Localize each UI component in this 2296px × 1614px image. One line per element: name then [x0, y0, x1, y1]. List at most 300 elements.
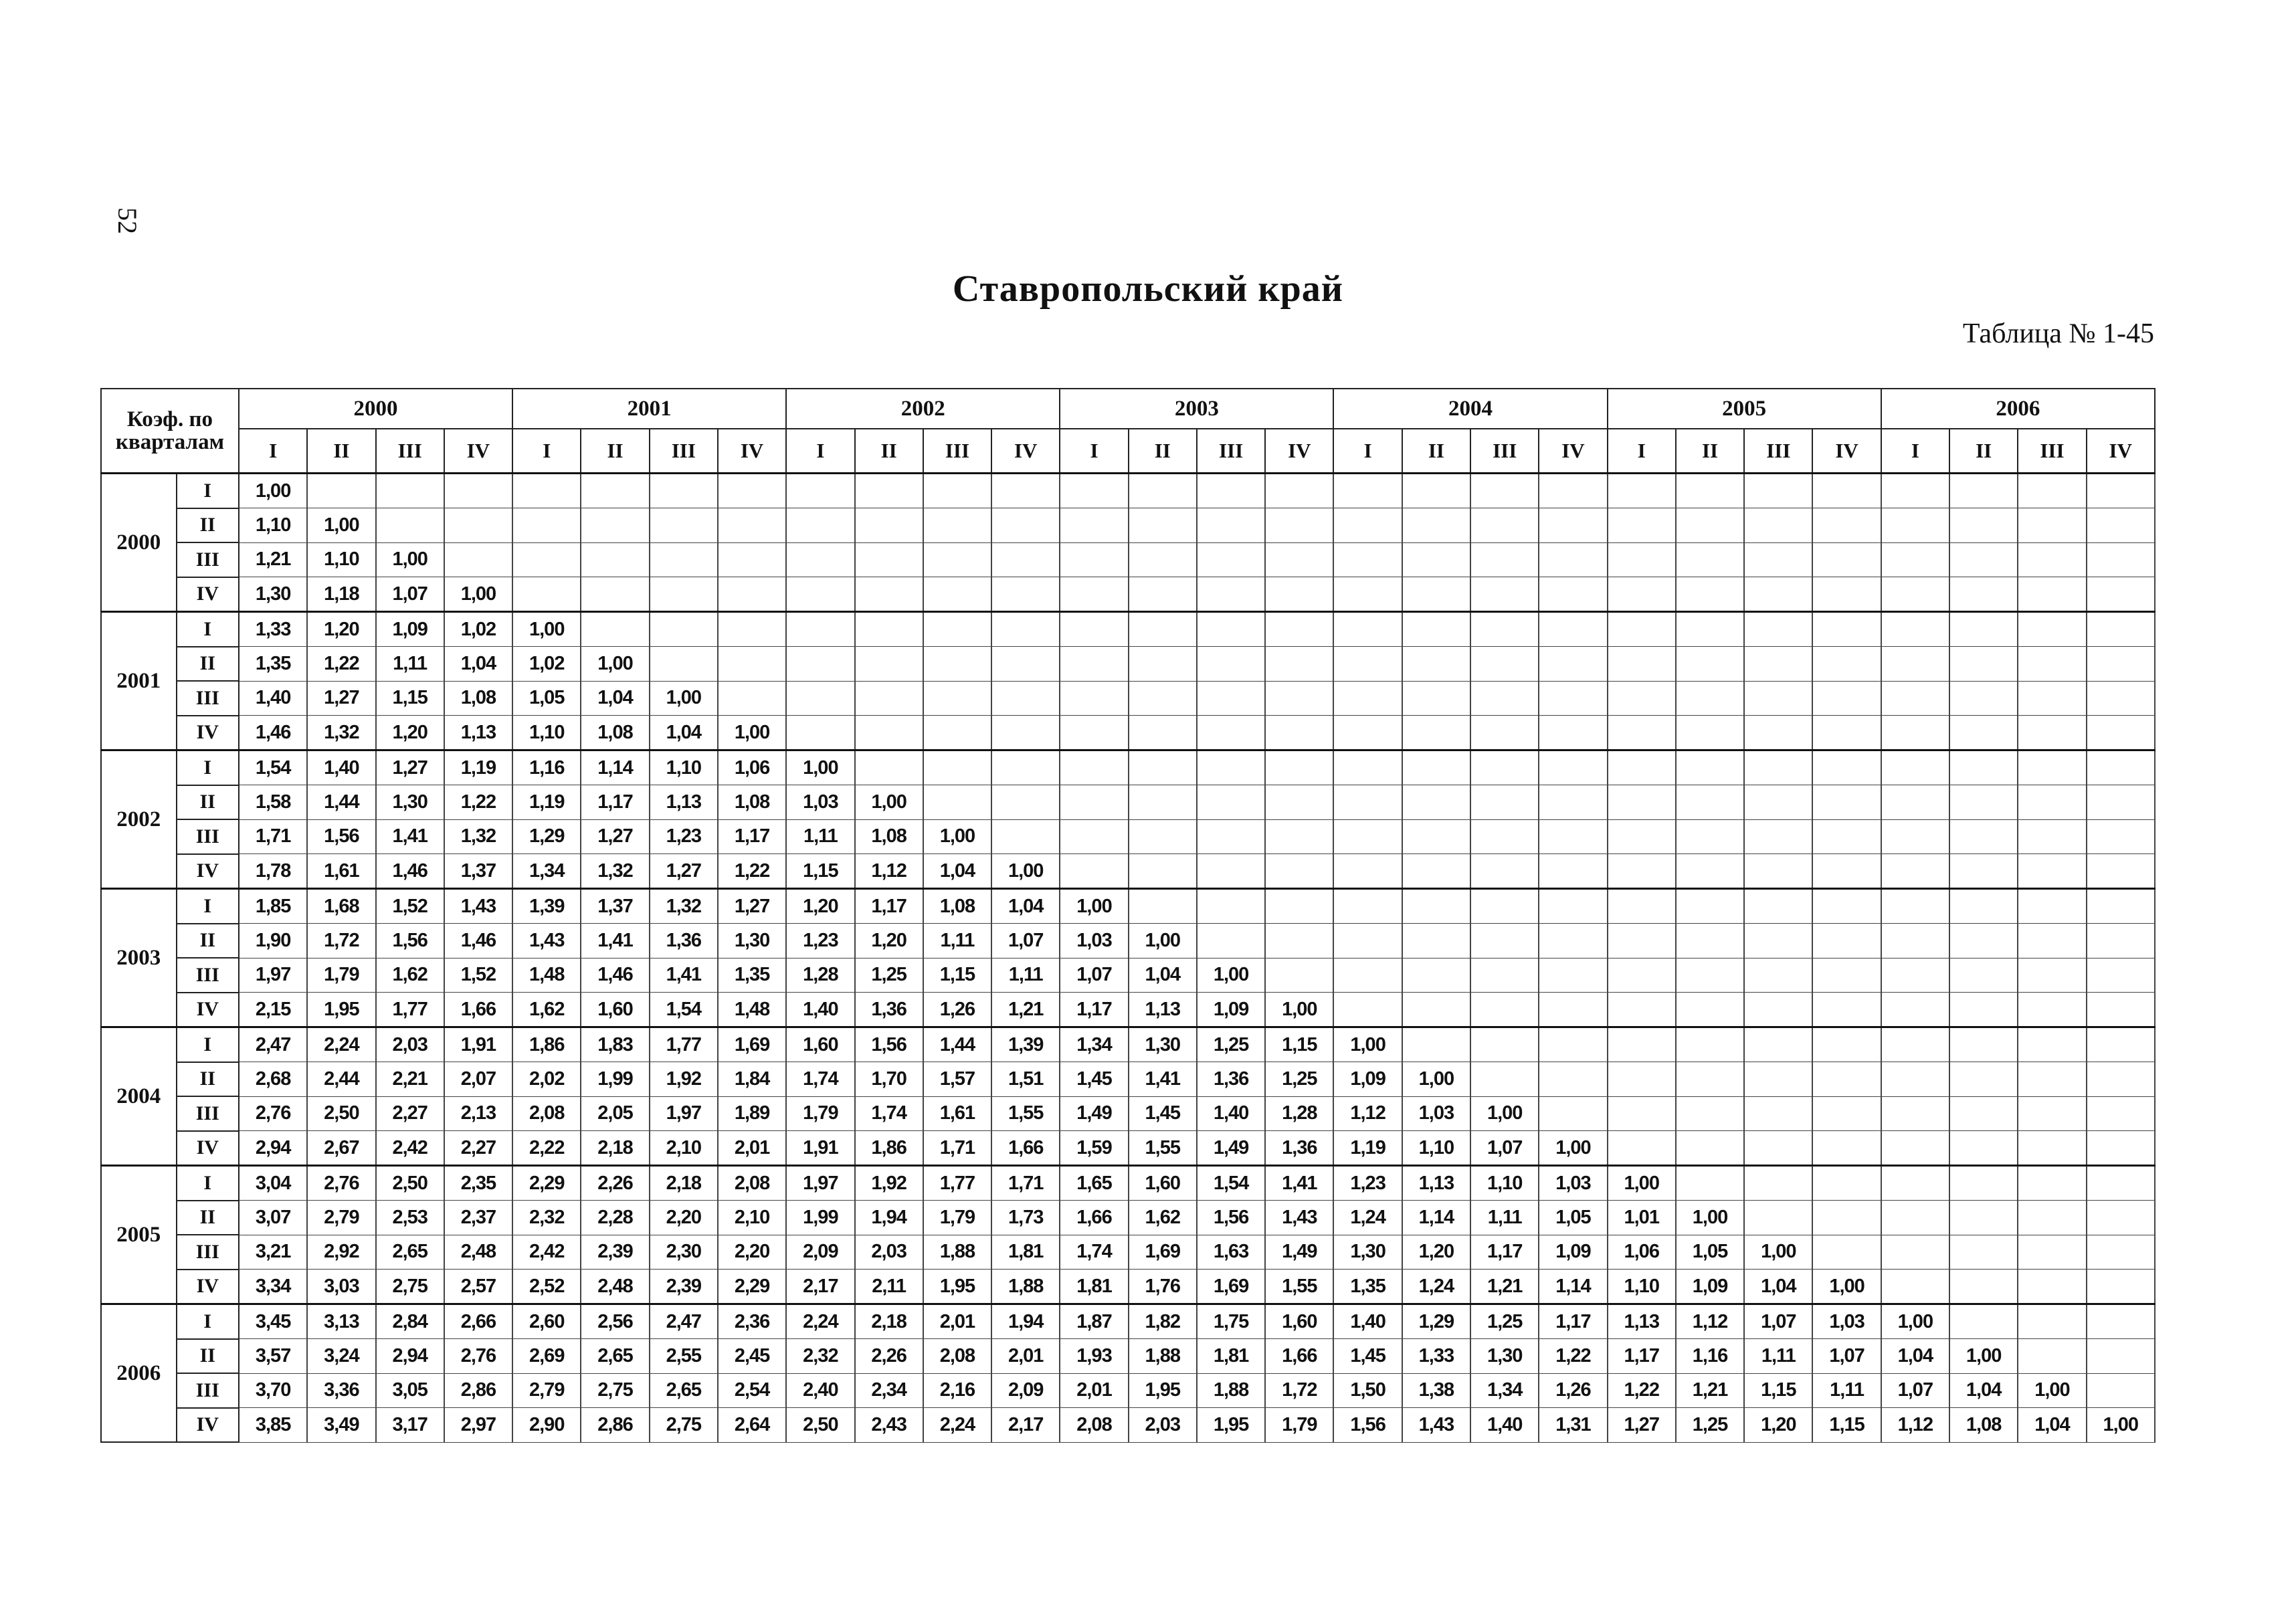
coefficient-cell — [923, 785, 991, 820]
coefficient-cell: 1,15 — [376, 681, 444, 716]
coefficient-cell — [1744, 681, 1812, 716]
coefficient-cell — [2087, 542, 2155, 577]
coefficient-cell: 1,49 — [1265, 1235, 1333, 1270]
coefficient-cell: 1,10 — [1402, 1131, 1470, 1166]
table-row — [101, 1339, 2155, 1374]
coefficient-cell: 1,23 — [650, 819, 718, 854]
coefficient-cell: 1,35 — [239, 647, 307, 682]
coefficient-cell — [2018, 924, 2086, 959]
coefficient-cell — [1676, 924, 1744, 959]
coefficient-cell: 1,43 — [1402, 1408, 1470, 1443]
coefficient-cell: 3,49 — [307, 1408, 375, 1443]
coefficient-cell — [581, 508, 649, 543]
coefficient-cell — [2087, 785, 2155, 820]
coefficient-cell — [1539, 785, 1607, 820]
coefficient-cell — [1470, 1027, 1539, 1062]
coefficient-cell: 1,01 — [1608, 1201, 1676, 1235]
coefficient-cell: 1,30 — [376, 785, 444, 820]
coefficient-cell: 1,40 — [1470, 1408, 1539, 1443]
coefficient-cell — [512, 508, 581, 543]
coefficient-cell: 1,13 — [1402, 1166, 1470, 1201]
coefficient-cell: 1,19 — [512, 785, 581, 820]
coefficient-cell — [1333, 750, 1402, 785]
coefficient-cell: 1,03 — [1060, 924, 1128, 959]
coefficient-cell — [581, 542, 649, 577]
row-quarter-label: IV — [177, 1408, 239, 1443]
coefficient-cell: 2,86 — [444, 1373, 512, 1408]
coefficient-cell: 2,47 — [650, 1304, 718, 1339]
coefficient-cell: 2,24 — [923, 1408, 991, 1443]
coefficient-cell — [1129, 474, 1197, 508]
coefficient-cell: 1,10 — [239, 508, 307, 543]
coefficient-cell: 2,01 — [991, 1339, 1060, 1374]
coefficient-cell: 2,08 — [512, 1096, 581, 1131]
coefficient-cell — [1676, 508, 1744, 543]
coefficient-cell — [786, 612, 854, 647]
column-quarter-header: II — [1676, 429, 1744, 474]
coefficient-cell — [1608, 474, 1676, 508]
coefficient-cell: 1,00 — [1129, 924, 1197, 959]
coefficient-cell: 1,32 — [444, 819, 512, 854]
coefficient-cell — [1470, 924, 1539, 959]
coefficient-cell: 1,10 — [512, 716, 581, 750]
coefficient-cell: 1,92 — [650, 1062, 718, 1097]
coefficient-cell — [1265, 474, 1333, 508]
row-quarter-label: I — [177, 889, 239, 924]
coefficient-cell — [1333, 854, 1402, 889]
coefficient-cell: 1,40 — [307, 750, 375, 785]
coefficient-cell — [376, 474, 444, 508]
coefficient-cell — [1539, 716, 1607, 750]
coefficient-cell: 1,30 — [239, 577, 307, 612]
coefficient-cell: 3,17 — [376, 1408, 444, 1443]
coefficient-cell — [1881, 1270, 1949, 1304]
coefficient-cell: 1,00 — [376, 542, 444, 577]
coefficient-cell — [1470, 819, 1539, 854]
coefficient-cell — [650, 542, 718, 577]
coefficient-cell: 1,90 — [239, 924, 307, 959]
coefficient-cell: 1,07 — [1881, 1373, 1949, 1408]
coefficient-cell: 1,30 — [718, 924, 786, 959]
coefficient-cell: 2,66 — [444, 1304, 512, 1339]
table-row — [101, 647, 2155, 682]
column-quarter-header: III — [376, 429, 444, 474]
coefficient-cell — [2018, 508, 2086, 543]
coefficient-cell: 1,35 — [1333, 1270, 1402, 1304]
coefficient-cell — [1881, 508, 1949, 543]
row-year-label: 2006 — [101, 1304, 177, 1443]
coefficient-cell — [1539, 854, 1607, 889]
coefficient-cell: 1,36 — [650, 924, 718, 959]
coefficient-cell: 1,03 — [1812, 1304, 1881, 1339]
row-quarter-label: II — [177, 647, 239, 682]
row-year-label: 2002 — [101, 750, 177, 889]
coefficient-cell — [1060, 854, 1128, 889]
coefficient-cell: 1,52 — [376, 889, 444, 924]
coefficient-cell — [1881, 1235, 1949, 1270]
coefficient-cell: 1,22 — [307, 647, 375, 682]
coefficient-cell — [650, 508, 718, 543]
coefficient-cell: 2,18 — [581, 1131, 649, 1166]
coefficient-cell: 2,60 — [512, 1304, 581, 1339]
coefficient-cell — [1539, 474, 1607, 508]
coefficient-cell: 2,07 — [444, 1062, 512, 1097]
row-year-label: 2001 — [101, 612, 177, 750]
coefficient-cell: 1,00 — [1608, 1166, 1676, 1201]
coefficient-cell: 2,65 — [581, 1339, 649, 1374]
coefficient-cell — [1608, 958, 1676, 993]
coefficient-cell — [923, 577, 991, 612]
coefficient-cell — [855, 508, 923, 543]
coefficient-cell: 1,59 — [1060, 1131, 1128, 1166]
coefficient-cell: 1,86 — [855, 1131, 923, 1166]
coefficient-cell — [1197, 681, 1265, 716]
table-row — [101, 1270, 2155, 1304]
coefficient-cell: 1,08 — [1949, 1408, 2018, 1443]
coefficient-cell — [1881, 716, 1949, 750]
coefficient-cell: 1,76 — [1129, 1270, 1197, 1304]
coefficient-cell: 1,69 — [1197, 1270, 1265, 1304]
coefficient-cell — [1197, 647, 1265, 682]
coefficient-cell — [1676, 542, 1744, 577]
column-quarter-header: III — [1744, 429, 1812, 474]
coefficient-cell: 1,21 — [239, 542, 307, 577]
coefficient-cell — [1744, 958, 1812, 993]
coefficient-cell: 1,79 — [923, 1201, 991, 1235]
coefficient-cell — [718, 474, 786, 508]
coefficient-cell: 1,36 — [855, 993, 923, 1027]
coefficient-cell — [1744, 474, 1812, 508]
coefficient-cell: 1,25 — [855, 958, 923, 993]
coefficient-cell: 1,41 — [581, 924, 649, 959]
coefficient-cell: 2,50 — [786, 1408, 854, 1443]
coefficient-cell — [1265, 924, 1333, 959]
coefficient-cell: 1,55 — [991, 1096, 1060, 1131]
coefficient-cell — [1265, 750, 1333, 785]
coefficient-cell: 1,04 — [1129, 958, 1197, 993]
coefficient-cell — [1949, 819, 2018, 854]
coefficient-cell: 3,85 — [239, 1408, 307, 1443]
coefficient-cell: 2,52 — [512, 1270, 581, 1304]
coefficient-cell — [1676, 1166, 1744, 1201]
coefficient-cell — [1402, 750, 1470, 785]
coefficient-cell — [1470, 508, 1539, 543]
coefficient-cell: 1,24 — [1402, 1270, 1470, 1304]
coefficient-cell: 3,24 — [307, 1339, 375, 1374]
coefficient-cell — [1060, 612, 1128, 647]
coefficient-cell — [1676, 750, 1744, 785]
coefficient-cell: 1,32 — [307, 716, 375, 750]
coefficient-cell — [786, 681, 854, 716]
coefficient-cell — [650, 612, 718, 647]
coefficient-cell — [1265, 647, 1333, 682]
coefficient-cell — [1402, 612, 1470, 647]
coefficient-cell: 1,00 — [307, 508, 375, 543]
coefficient-cell: 1,46 — [581, 958, 649, 993]
coefficient-cell: 3,57 — [239, 1339, 307, 1374]
coefficient-cell — [786, 577, 854, 612]
coefficient-cell: 1,56 — [1197, 1201, 1265, 1235]
coefficient-cell — [1881, 647, 1949, 682]
coefficient-cell: 2,34 — [855, 1373, 923, 1408]
coefficient-cell: 1,04 — [650, 716, 718, 750]
coefficient-cell: 1,58 — [239, 785, 307, 820]
coefficient-cell — [1333, 681, 1402, 716]
coefficient-cell: 1,02 — [444, 612, 512, 647]
coefficient-cell — [1265, 577, 1333, 612]
coefficient-cell: 1,12 — [1333, 1096, 1402, 1131]
coefficient-cell — [1539, 819, 1607, 854]
coefficient-cell: 1,95 — [307, 993, 375, 1027]
coefficient-cell: 3,07 — [239, 1201, 307, 1235]
coefficient-cell: 2,55 — [650, 1339, 718, 1374]
coefficient-cell: 1,41 — [1129, 1062, 1197, 1097]
column-quarter-header: III — [1470, 429, 1539, 474]
coefficient-cell — [1812, 716, 1881, 750]
coefficient-cell — [1744, 819, 1812, 854]
coefficient-cell — [1539, 647, 1607, 682]
column-quarter-header: I — [1881, 429, 1949, 474]
coefficient-cell: 1,33 — [239, 612, 307, 647]
coefficient-cell: 1,27 — [376, 750, 444, 785]
coefficient-cell: 1,95 — [1129, 1373, 1197, 1408]
coefficient-cell: 1,11 — [786, 819, 854, 854]
coefficient-cell — [2018, 474, 2086, 508]
coefficient-cell: 2,75 — [650, 1408, 718, 1443]
coefficient-cell: 1,74 — [786, 1062, 854, 1097]
coefficient-cell: 1,79 — [786, 1096, 854, 1131]
coefficient-cell — [1676, 958, 1744, 993]
coefficient-cell — [1881, 542, 1949, 577]
coefficient-cell — [1812, 1131, 1881, 1166]
coefficient-cell — [1129, 854, 1197, 889]
coefficient-cell — [1744, 854, 1812, 889]
coefficient-cell — [1949, 993, 2018, 1027]
coefficient-cell: 1,35 — [718, 958, 786, 993]
coefficient-cell — [1608, 1027, 1676, 1062]
coefficient-cell: 1,20 — [1744, 1408, 1812, 1443]
coefficient-cell: 1,92 — [855, 1166, 923, 1201]
coefficient-cell: 1,30 — [1129, 1027, 1197, 1062]
coefficient-cell — [2018, 750, 2086, 785]
coefficient-cell — [1539, 1096, 1607, 1131]
coefficient-cell — [1333, 542, 1402, 577]
coefficient-cell — [1608, 577, 1676, 612]
column-quarter-header: I — [1608, 429, 1676, 474]
coefficient-cell — [1949, 854, 2018, 889]
coefficient-cell — [1470, 854, 1539, 889]
coefficient-cell: 1,81 — [1060, 1270, 1128, 1304]
coefficient-cell: 1,00 — [581, 647, 649, 682]
coefficient-cell — [2018, 1235, 2086, 1270]
coefficient-cell — [991, 785, 1060, 820]
coefficient-cell — [991, 508, 1060, 543]
coefficient-cell: 1,00 — [1676, 1201, 1744, 1235]
coefficient-cell — [1949, 1027, 2018, 1062]
coefficient-cell — [1881, 854, 1949, 889]
coefficient-cell: 1,29 — [1402, 1304, 1470, 1339]
coefficient-cell — [1197, 542, 1265, 577]
coefficient-cell — [1608, 854, 1676, 889]
coefficient-cell — [1470, 474, 1539, 508]
coefficient-cell: 1,38 — [1402, 1373, 1470, 1408]
coefficient-cell — [991, 681, 1060, 716]
coefficient-cell — [1744, 924, 1812, 959]
coefficient-cell — [2018, 958, 2086, 993]
coefficient-cell: 2,21 — [376, 1062, 444, 1097]
coefficient-cell: 1,07 — [1470, 1131, 1539, 1166]
row-quarter-label: III — [177, 542, 239, 577]
table-number: Таблица № 1-45 — [1962, 318, 2154, 349]
coefficient-cell: 1,60 — [1129, 1166, 1197, 1201]
coefficient-cell — [1744, 577, 1812, 612]
coefficient-cell — [1812, 924, 1881, 959]
coefficient-cell — [991, 577, 1060, 612]
coefficient-cell: 2,10 — [718, 1201, 786, 1235]
coefficient-cell: 2,29 — [512, 1166, 581, 1201]
coefficient-cell: 1,44 — [307, 785, 375, 820]
table-row — [101, 889, 2155, 924]
coefficient-cell — [1402, 924, 1470, 959]
coefficient-cell: 1,08 — [718, 785, 786, 820]
coefficient-cell: 1,11 — [1812, 1373, 1881, 1408]
coefficient-cell — [1608, 508, 1676, 543]
coefficient-cell: 2,94 — [239, 1131, 307, 1166]
corner-header: Коэф. по кварталам — [101, 389, 239, 474]
coefficient-cell — [1949, 1201, 2018, 1235]
coefficient-cell — [2018, 1131, 2086, 1166]
coefficient-cell: 1,62 — [1129, 1201, 1197, 1235]
coefficient-cell — [855, 716, 923, 750]
coefficient-cell — [2018, 1201, 2086, 1235]
coefficient-cell: 2,48 — [581, 1270, 649, 1304]
coefficient-cell — [1402, 993, 1470, 1027]
coefficient-cell: 1,83 — [581, 1027, 649, 1062]
coefficient-cell: 2,03 — [855, 1235, 923, 1270]
coefficient-cell: 1,03 — [1539, 1166, 1607, 1201]
coefficient-cell — [1402, 785, 1470, 820]
coefficient-cell — [2018, 1096, 2086, 1131]
coefficient-cell — [1881, 1201, 1949, 1235]
coefficient-cell: 1,02 — [512, 647, 581, 682]
coefficient-cell: 1,32 — [650, 889, 718, 924]
coefficient-cell — [718, 612, 786, 647]
coefficient-cell — [1539, 542, 1607, 577]
coefficient-cell: 1,20 — [307, 612, 375, 647]
coefficient-cell: 2,45 — [718, 1339, 786, 1374]
coefficient-cell — [1402, 474, 1470, 508]
coefficient-cell — [581, 577, 649, 612]
coefficient-cell: 1,04 — [991, 889, 1060, 924]
coefficient-cell — [1744, 716, 1812, 750]
coefficient-cell — [1197, 577, 1265, 612]
coefficient-cell — [991, 716, 1060, 750]
column-quarter-header: III — [2018, 429, 2086, 474]
coefficient-cell — [2087, 889, 2155, 924]
column-quarter-header: III — [1197, 429, 1265, 474]
coefficient-cell — [1402, 647, 1470, 682]
coefficient-cell — [581, 474, 649, 508]
coefficient-cell — [1812, 1235, 1881, 1270]
coefficient-cell — [786, 508, 854, 543]
coefficient-cell: 1,00 — [718, 716, 786, 750]
coefficient-cell — [650, 577, 718, 612]
coefficient-cell: 1,22 — [1539, 1339, 1607, 1374]
coefficient-cell: 2,97 — [444, 1408, 512, 1443]
table-row — [101, 1062, 2155, 1097]
coefficient-cell: 1,00 — [1539, 1131, 1607, 1166]
coefficient-cell: 1,54 — [650, 993, 718, 1027]
coefficient-cell — [1402, 681, 1470, 716]
coefficient-cell — [1197, 750, 1265, 785]
coefficient-cell — [1881, 577, 1949, 612]
coefficient-cell — [512, 474, 581, 508]
coefficient-cell: 1,40 — [1333, 1304, 1402, 1339]
coefficient-cell: 1,45 — [1333, 1339, 1402, 1374]
coefficient-cell: 2,09 — [786, 1235, 854, 1270]
coefficient-cell — [1129, 750, 1197, 785]
coefficient-cell: 1,79 — [1265, 1408, 1333, 1443]
coefficient-cell: 1,09 — [1197, 993, 1265, 1027]
coefficient-cell: 1,77 — [923, 1166, 991, 1201]
coefficient-cell: 2,01 — [1060, 1373, 1128, 1408]
coefficient-cell: 1,71 — [923, 1131, 991, 1166]
coefficient-cell — [2087, 750, 2155, 785]
coefficient-cell — [1881, 612, 1949, 647]
coefficient-cell — [1265, 716, 1333, 750]
coefficient-cell — [1881, 1062, 1949, 1097]
column-quarter-header: IV — [991, 429, 1060, 474]
coefficient-cell — [1129, 612, 1197, 647]
coefficient-cell: 1,10 — [307, 542, 375, 577]
coefficient-cell — [1881, 785, 1949, 820]
coefficient-cell: 1,17 — [1608, 1339, 1676, 1374]
coefficient-cell — [1608, 993, 1676, 1027]
coefficient-cell: 1,31 — [1539, 1408, 1607, 1443]
coefficient-cell: 3,21 — [239, 1235, 307, 1270]
coefficient-cell: 1,23 — [786, 924, 854, 959]
coefficient-cell: 2,18 — [650, 1166, 718, 1201]
coefficient-cell: 1,09 — [1539, 1235, 1607, 1270]
coefficient-cell: 1,15 — [1812, 1408, 1881, 1443]
coefficient-cell: 1,00 — [786, 750, 854, 785]
coefficient-cell — [1060, 508, 1128, 543]
coefficient-cell — [1265, 854, 1333, 889]
coefficient-cell — [1744, 750, 1812, 785]
coefficient-table-container — [100, 388, 2156, 1443]
coefficient-cell: 2,16 — [923, 1373, 991, 1408]
coefficient-cell — [1812, 958, 1881, 993]
row-quarter-label: II — [177, 785, 239, 820]
coefficient-cell: 1,48 — [718, 993, 786, 1027]
coefficient-cell — [1812, 1096, 1881, 1131]
coefficient-cell: 2,53 — [376, 1201, 444, 1235]
coefficient-cell — [1060, 716, 1128, 750]
coefficient-cell: 1,17 — [718, 819, 786, 854]
coefficient-cell — [1812, 577, 1881, 612]
coefficient-cell: 2,32 — [786, 1339, 854, 1374]
coefficient-cell — [2087, 1131, 2155, 1166]
coefficient-cell: 1,00 — [1949, 1339, 2018, 1374]
coefficient-cell: 1,07 — [991, 924, 1060, 959]
coefficient-cell — [1470, 958, 1539, 993]
coefficient-cell — [1812, 889, 1881, 924]
coefficient-cell: 2,65 — [376, 1235, 444, 1270]
coefficient-cell — [1812, 681, 1881, 716]
coefficient-cell — [1539, 681, 1607, 716]
coefficient-cell: 1,28 — [786, 958, 854, 993]
coefficient-cell — [1197, 819, 1265, 854]
